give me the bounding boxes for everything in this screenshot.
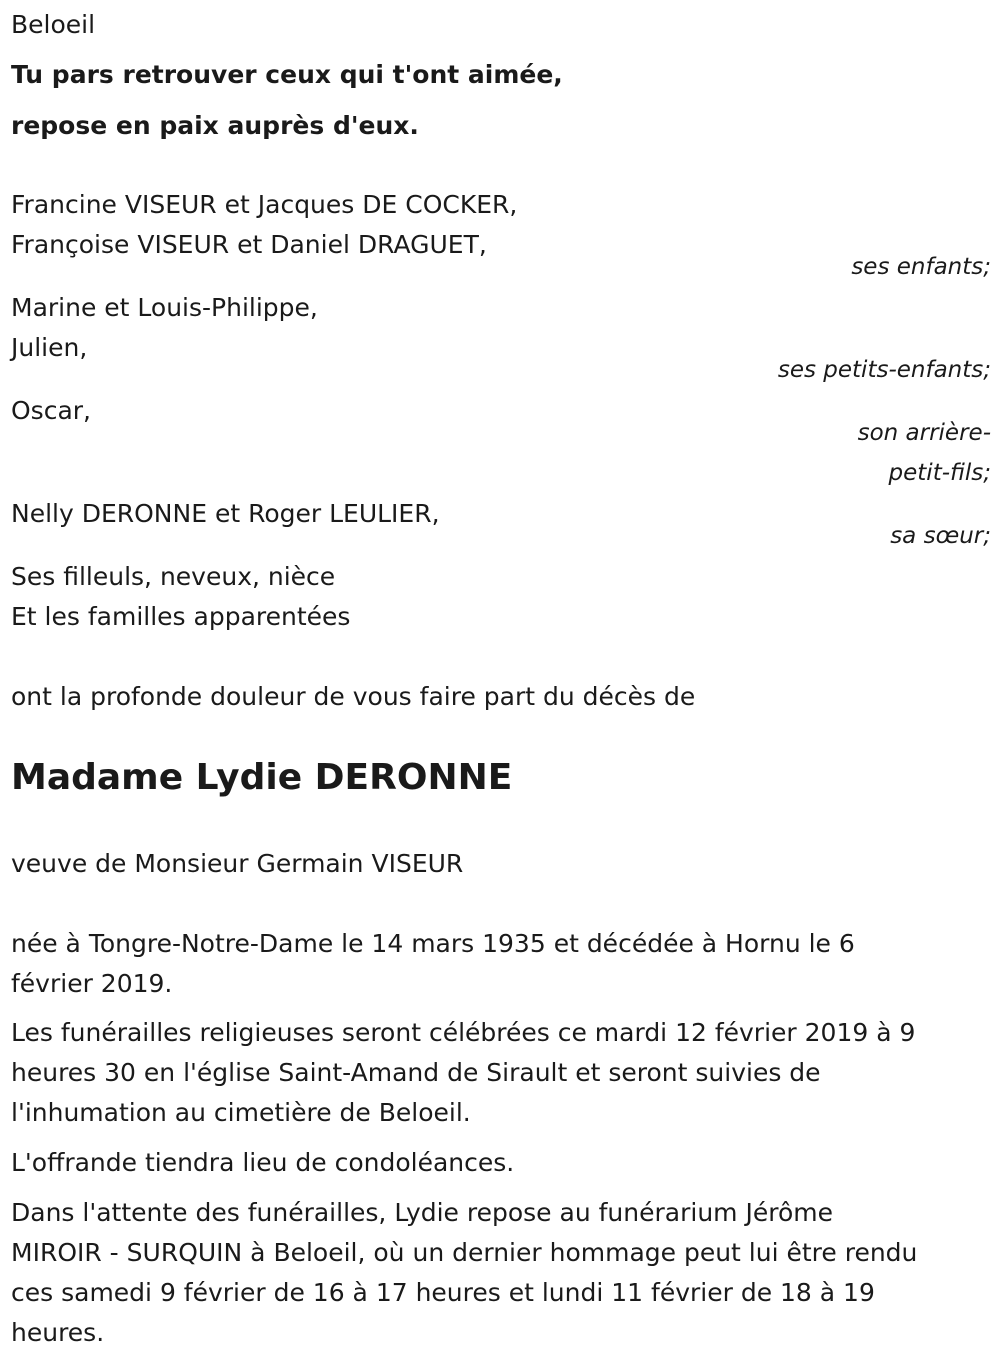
offering-line-1: L'offrande tiendra lieu de condoléances. — [11, 1148, 515, 1177]
announcement: ont la profonde douleur de vous faire part du décès de — [11, 682, 696, 711]
birth-death-line-2: février 2019. — [11, 969, 173, 998]
widow-of: veuve de Monsieur Germain VISEUR — [11, 849, 464, 878]
epitaph-line-1: Tu pars retrouver ceux qui t'ont aimée, — [11, 60, 563, 89]
great-grandchildren-line-1: Oscar, — [11, 396, 91, 425]
children-role: ses enfants; — [851, 254, 991, 280]
funeral-line-2: heures 30 en l'église Saint-Amand de Sirault et seront suivies de — [11, 1058, 821, 1087]
funeral-line-1: Les funérailles religieuses seront célébrées ce mardi 12 février 2019 à 9 — [11, 1018, 916, 1047]
grandchildren-line-1: Marine et Louis-Philippe, — [11, 293, 318, 322]
location-header: Beloeil — [11, 10, 96, 39]
sister-line-1: Nelly DERONNE et Roger LEULIER, — [11, 499, 440, 528]
children-line-1: Francine VISEUR et Jacques DE COCKER, — [11, 190, 518, 219]
deceased-name: Madame Lydie DERONNE — [11, 757, 513, 798]
epitaph-line-2: repose en paix auprès d'eux. — [11, 111, 419, 140]
visitation-line-1: Dans l'attente des funérailles, Lydie repose au funérarium Jérôme — [11, 1198, 833, 1227]
visitation-line-2: MIROIR - SURQUIN à Beloeil, où un dernier hommage peut lui être rendu — [11, 1238, 918, 1267]
visitation-line-3: ces samedi 9 février de 16 à 17 heures et lundi 11 février de 18 à 19 — [11, 1278, 875, 1307]
grandchildren-line-2: Julien, — [11, 333, 88, 362]
others-line-2: Et les familles apparentées — [11, 602, 351, 631]
children-line-2: Françoise VISEUR et Daniel DRAGUET, — [11, 230, 487, 259]
great-grandchildren-role-line-1: son arrière- — [857, 420, 991, 446]
grandchildren-role: ses petits-enfants; — [777, 357, 991, 383]
sister-role: sa sœur; — [890, 523, 991, 549]
visitation-line-4: heures. — [11, 1318, 105, 1347]
birth-death-line-1: née à Tongre-Notre-Dame le 14 mars 1935 et décédée à Hornu le 6 — [11, 929, 855, 958]
great-grandchildren-role-line-2: petit-fils; — [888, 460, 991, 486]
funeral-line-3: l'inhumation au cimetière de Beloeil. — [11, 1098, 471, 1127]
others-line-1: Ses filleuls, neveux, nièce — [11, 562, 336, 591]
